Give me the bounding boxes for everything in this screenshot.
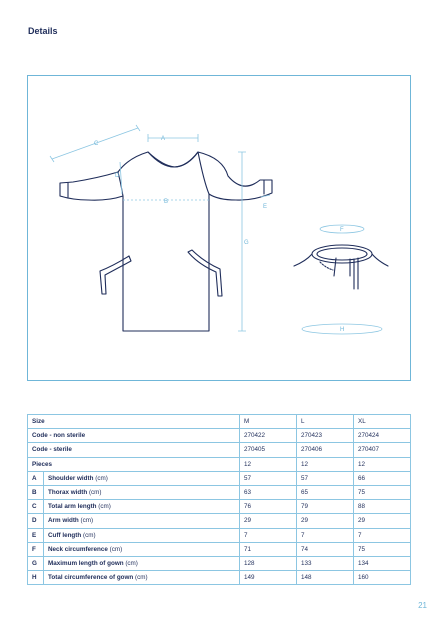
row-measure — [44, 485, 240, 499]
header-size: Size — [28, 415, 240, 429]
cell-l: 7 — [297, 528, 354, 542]
measure-name: Arm width — [48, 517, 79, 525]
row-measure — [44, 514, 240, 528]
cell-m: 270422 — [240, 429, 297, 443]
cell-l: 270406 — [297, 443, 354, 457]
label-b: B — [164, 199, 169, 205]
table-row — [28, 485, 411, 499]
cell-m: 128 — [240, 556, 297, 570]
cell-l: 133 — [297, 556, 354, 570]
gown-illustration — [28, 76, 412, 382]
header-l: L — [297, 415, 354, 429]
measure-unit: (cm) — [135, 574, 148, 582]
right-tie — [188, 250, 222, 296]
measure-unit: (cm) — [98, 503, 111, 511]
table-row — [28, 514, 411, 528]
cell-xl: 88 — [354, 500, 411, 514]
table-row — [28, 443, 411, 457]
measure-name: Maximum length of gown — [48, 559, 124, 567]
measure-unit: (cm) — [88, 489, 102, 497]
cell-xl: 7 — [354, 528, 411, 542]
table-row — [28, 571, 411, 585]
left-tie — [100, 256, 131, 294]
row-letter: G — [28, 556, 44, 570]
cell-xl: 160 — [354, 571, 411, 585]
measure-unit: (cm) — [95, 474, 108, 482]
row-letter: E — [28, 528, 44, 542]
cell-l: 65 — [297, 485, 354, 499]
label-h: H — [340, 327, 345, 333]
label-e: E — [263, 204, 268, 210]
label-f: F — [340, 227, 344, 233]
table-row — [28, 542, 411, 556]
cell-l: 79 — [297, 500, 354, 514]
cell-m: 270405 — [240, 443, 297, 457]
label-c: C — [94, 141, 99, 147]
cell-m: 149 — [240, 571, 297, 585]
cell-m: 7 — [240, 528, 297, 542]
cell-m: 63 — [240, 485, 297, 499]
table-row — [28, 528, 411, 542]
page-number: 21 — [418, 601, 427, 610]
cell-xl: 29 — [354, 514, 411, 528]
cell-m: 12 — [240, 457, 297, 471]
cell-xl: 75 — [354, 542, 411, 556]
cell-m: 71 — [240, 542, 297, 556]
measure-unit: (cm) — [125, 559, 138, 567]
label-a: A — [161, 136, 166, 142]
cell-l: 12 — [297, 457, 354, 471]
table-header-row — [28, 415, 411, 429]
cell-xl: 134 — [354, 556, 411, 570]
header-xl: XL — [354, 415, 411, 429]
row-letter: B — [28, 485, 44, 499]
measure-unit: (cm) — [109, 545, 123, 553]
cell-l: 57 — [297, 471, 354, 485]
cell-m: 57 — [240, 471, 297, 485]
cell-l: 270423 — [297, 429, 354, 443]
gown-outline — [60, 152, 272, 331]
row-letter: C — [28, 500, 44, 514]
row-letter: A — [28, 471, 44, 485]
measure-name: Shoulder width — [48, 474, 94, 482]
page-title: Details — [28, 26, 58, 36]
cell-xl: 75 — [354, 485, 411, 499]
row-measure — [44, 471, 240, 485]
label-g: G — [244, 240, 249, 246]
table-row — [28, 457, 411, 471]
row-measure — [44, 556, 240, 570]
cell-xl: 66 — [354, 471, 411, 485]
cell-m: 29 — [240, 514, 297, 528]
table-row — [28, 556, 411, 570]
gown-diagram — [27, 75, 411, 381]
measure-name: Cuff length — [48, 531, 82, 539]
table-row — [28, 500, 411, 514]
cell-l: 29 — [297, 514, 354, 528]
row-label: Code - non sterile — [28, 429, 240, 443]
row-label: Code - sterile — [28, 443, 240, 457]
size-table — [27, 414, 411, 585]
measure-name: Total arm length — [48, 503, 97, 511]
measure-name: Neck circumference — [48, 545, 108, 553]
cell-xl: 12 — [354, 457, 411, 471]
cell-xl: 270407 — [354, 443, 411, 457]
measure-name: Thorax width — [48, 489, 88, 497]
row-letter: H — [28, 571, 44, 585]
row-measure — [44, 528, 240, 542]
row-measure — [44, 500, 240, 514]
row-letter: D — [28, 514, 44, 528]
row-measure — [44, 542, 240, 556]
table-row — [28, 471, 411, 485]
cell-xl: 270424 — [354, 429, 411, 443]
header-m: M — [240, 415, 297, 429]
measure-name: Total circumference of gown — [48, 574, 134, 582]
label-d: D — [115, 173, 120, 179]
measure-unit: (cm) — [80, 517, 94, 525]
cell-l: 148 — [297, 571, 354, 585]
row-label: Pieces — [28, 457, 240, 471]
cell-m: 76 — [240, 500, 297, 514]
table-row — [28, 429, 411, 443]
cell-l: 74 — [297, 542, 354, 556]
measure-unit: (cm) — [82, 531, 96, 539]
row-letter: F — [28, 542, 44, 556]
row-measure — [44, 571, 240, 585]
